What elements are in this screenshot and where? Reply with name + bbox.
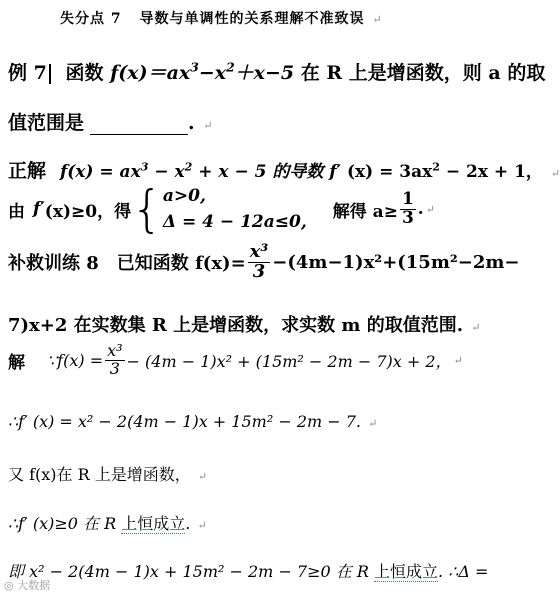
solution-func: $f(x) = ax^3 - x^2 + x - 5$ 的导数 — [59, 160, 324, 182]
example-function: $f(x)=ax^3-x^2+x-5$ — [110, 59, 295, 84]
title-line — [60, 8, 383, 28]
return-mark: ↵ — [425, 202, 435, 216]
exercise-fraction — [248, 243, 271, 282]
answer-line-4-prefix: ∴f′ (x)≥0 在 R — [8, 514, 117, 533]
solution-deriv-rest-b: − 2x + 1， — [439, 162, 543, 182]
solution-result-fraction — [400, 188, 416, 228]
title-label: 失分点 7 — [60, 11, 122, 27]
return-mark: ↵ — [368, 417, 378, 430]
watermark-icon: ◎ — [4, 579, 14, 592]
solution-func-prefix: f(x) = ax — [59, 162, 141, 182]
system-brace: { — [131, 180, 163, 238]
exercise-intro: 已知函数 f(x)= — [116, 253, 246, 275]
answer-blank — [90, 118, 188, 135]
solution-line-2 — [8, 180, 435, 238]
answer-line-4-underlined: 上恒成立 — [121, 514, 186, 533]
example-line-2 — [8, 108, 212, 135]
answer-line-2 — [8, 412, 377, 431]
solution-result-end: . — [417, 199, 424, 219]
return-mark: ↵ — [471, 321, 481, 334]
answer-line-1-prefix: ∵f(x) = — [47, 350, 104, 370]
solution-func-rest2: + x − 5 的导数 — [192, 162, 324, 182]
answer-line-5-underlined: 上恒成立 — [374, 562, 439, 581]
return-mark: ↵ — [197, 470, 208, 483]
answer-line-3-text: 又 f(x)在 R 上是增函数， — [8, 465, 191, 484]
answer-line-4 — [8, 511, 207, 534]
example-label: 例 7 — [8, 62, 47, 84]
fraction-denominator: 3 — [401, 207, 414, 228]
solution-result-prefix: 解得 a≥ — [332, 201, 398, 222]
exercise-label: 补救训练 8 — [8, 253, 99, 275]
answer-line-1-rest: − (4m − 1)x² + (15m² − 2m − 7)x + 2， — [126, 351, 452, 371]
solution-line-1 — [8, 156, 560, 183]
return-mark: ↵ — [550, 167, 560, 180]
example-func-prefix: 函数 — [65, 62, 104, 84]
solution-cond-deriv: f′ — [33, 199, 45, 219]
exercise-line-2-text: 7)x+2 在实数集 R 上是增函数，求实数 m 的取值范围. — [8, 315, 463, 336]
fraction-numerator: x³ — [107, 341, 123, 360]
fraction-numerator: 1 — [401, 188, 414, 209]
system-eq-2: Δ = 4 − 12a≤0, — [162, 212, 307, 232]
solution-deriv: f′ — [329, 162, 342, 182]
solution-func-rest: − x — [148, 162, 185, 182]
solution-label: 正解 — [8, 160, 47, 182]
solution-cond-prefix: 由 — [8, 201, 25, 222]
example-line-2-end: . — [188, 112, 195, 134]
return-mark: ↵ — [197, 519, 207, 532]
example-line-1-suffix: 在 R 上是增函数，则 a 的取 — [300, 62, 546, 84]
system-equations — [163, 183, 307, 235]
answer-line-5-end: . ∴Δ = — [438, 562, 489, 581]
answer-line-4-end: . — [185, 514, 191, 533]
watermark — [4, 577, 50, 593]
system-eq-1: a>0, — [162, 186, 206, 206]
answer-line-5 — [8, 559, 488, 582]
exercise-line-1 — [8, 243, 520, 282]
exercise-line-2 — [8, 311, 480, 337]
answer-line-2-text: ∴f′ (x) = x² − 2(4m − 1)x + 15m² − 2m − 7. — [8, 412, 362, 431]
solution-cond-mid: (x)≥0，得 — [44, 201, 132, 222]
solution-deriv-rest-a: (x) = 3ax — [341, 162, 433, 182]
return-mark: ↵ — [203, 119, 213, 132]
text-cursor — [49, 64, 51, 84]
solution-deriv-rest: $(x) = 3ax^2 - 2x + 1$， — [341, 160, 543, 182]
answer-line-3 — [8, 462, 207, 485]
watermark-text: 大数据 — [17, 579, 51, 592]
answer-fraction — [105, 343, 124, 378]
fraction-numerator: x³ — [249, 241, 269, 262]
title-text: 导数与单调性的关系理解不准致误 — [139, 11, 365, 27]
fraction-denominator: 3 — [252, 260, 266, 282]
fraction-denominator: 3 — [109, 358, 120, 378]
answer-line-5-prefix: 即 x² − 2(4m − 1)x + 15m² − 2m − 7≥0 在 R — [8, 562, 369, 581]
return-mark: ↵ — [372, 13, 383, 26]
example-line-2-text: 值范围是 — [8, 112, 85, 134]
answer-line-1 — [8, 343, 463, 378]
return-mark: ↵ — [453, 353, 463, 367]
example-line-1 — [8, 58, 545, 85]
exercise-rest: −(4m−1)x²+(15m²−2m− — [272, 251, 520, 273]
answer-label: 解 — [8, 352, 25, 373]
